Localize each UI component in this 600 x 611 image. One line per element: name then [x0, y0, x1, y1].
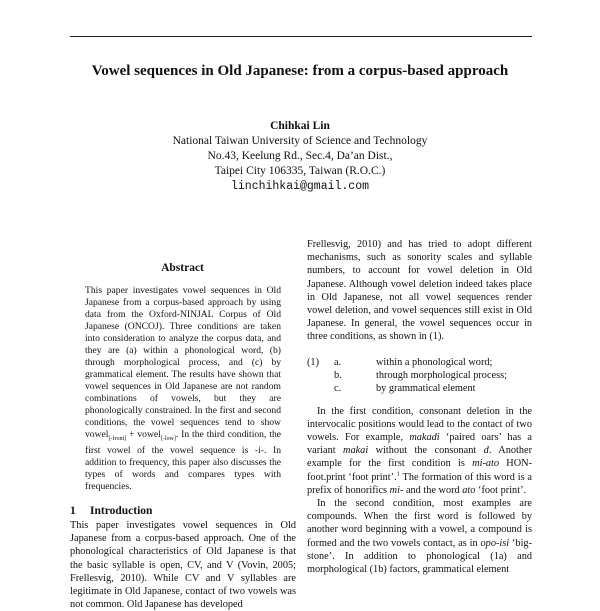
introduction-heading — [70, 505, 152, 517]
abstract-text-plus: + vowel — [126, 429, 161, 440]
italic-term: mi- — [389, 484, 404, 496]
example-text: through morphological process; — [376, 369, 507, 381]
example-text: by grammatical element — [376, 382, 476, 394]
paragraph-first-condition — [307, 405, 532, 497]
header-rule — [70, 36, 532, 37]
right-column — [307, 238, 532, 576]
italic-term: makai — [343, 445, 369, 457]
abstract-subscript-front: [-front] — [108, 435, 127, 442]
author-name: Chihkai Lin — [270, 120, 330, 132]
text-run: In the first condition, consonant deletion in the intervocalic positions would lead to the contact of two vowels. For example, — [307, 405, 532, 444]
paragraph-second-condition — [307, 497, 532, 576]
section-title: Introduction — [90, 505, 153, 517]
text-run: without the consonant — [368, 445, 484, 457]
abstract-heading: Abstract — [161, 262, 204, 274]
author-email: linchihkai@gmail.com — [230, 180, 370, 193]
author-address-line-2: Taipei City 106335, Taiwan (R.O.C.) — [214, 165, 386, 177]
italic-term: opo-isi — [480, 537, 510, 549]
paper-title: Vowel sequences in Old Japanese: from a corpus-based approach — [91, 63, 509, 79]
author-block — [0, 119, 600, 194]
text-run: HON-foot.print ‘foot print’. — [307, 458, 533, 483]
paragraph-continuation: Frellesvig, 2010) and has tried to adopt different mechanisms, such as sonority scales and syllable numbers, to account for vowel deletion in Old Japanese. Although vowel deletion indeed takes place in Old Japanese, not all vowel sequences render vowel deletion, and vowel sequences still exist in Old Japanese. In general, the vowel sequences occur in three conditions, as shown in (1). — [307, 239, 532, 343]
italic-term: ato — [462, 484, 476, 496]
italic-term: d — [483, 445, 489, 457]
text-run: and the word — [403, 484, 463, 496]
text-run: . Another example for the first condition is — [307, 445, 532, 470]
example-text: within a phonological word; — [376, 356, 493, 368]
example-letter: c. — [334, 382, 342, 394]
example-number: (1) — [307, 356, 320, 368]
text-run: The formation of this word is a prefix of honorifics — [307, 471, 532, 496]
section-number: 1 — [70, 505, 76, 517]
example-list — [307, 356, 532, 395]
abstract-body — [85, 285, 281, 493]
text-run: In the second condition, most examples are compounds. When the first word is followed by another word beginning with a vowel, a compound is formed and the two vowels contact, as in — [307, 498, 532, 549]
example-row — [307, 369, 532, 382]
text-run: ‘foot print’. — [475, 484, 527, 496]
introduction-text: This paper investigates vowel sequences in Old Japanese from a corpus-based approach. One of the phonological characteristics of Old Japanese is that the basic syllable is open, CV, and V (Vovin, 2005; Frellesvig, 2010). While CV and V syllables are legitimate in Old Japanese, contact of two vowels was not common. Old Japanese has developed — [70, 520, 296, 611]
author-address-line-1: No.43, Keelung Rd., Sec.4, Da’an Dist., — [207, 150, 393, 162]
footnote-marker[interactable]: 1 — [396, 470, 400, 478]
example-letter: a. — [334, 356, 342, 368]
italic-term: makadi — [409, 432, 440, 444]
example-letter: b. — [334, 369, 342, 381]
example-row — [307, 356, 532, 369]
text-run: ‘paired oars’ has a variant — [307, 432, 532, 457]
author-affiliation: National Taiwan University of Science and Technology — [172, 135, 428, 147]
abstract-text-b: . In the third condition, the first vowel of the vowel sequence is -i-. In addition to frequency, this paper also discusses the types of words and compares types with frequencies. — [85, 429, 281, 492]
abstract-subscript-low: [-low] — [160, 435, 176, 442]
abstract-text-a: This paper investigates vowel sequences in Old Japanese from a corpus-based approach by using data from the Oxford-NINJAL Corpus of Old Japanese (ONCOJ). Three conditions are taken into consideration to analyze the corpus data, and they are (a) within a phonological word, (b) through morphological process, and (c) by grammatical element. The results have shown that vowel sequences in Old Japanese are not random combinations of vowels, but they are phonologically constrained. In the first and second conditions, the vowel sequences tend to show vowel — [85, 285, 281, 440]
example-row — [307, 382, 532, 395]
italic-term: mi-ato — [472, 458, 500, 470]
text-run: ‘big-stone’. In addition to phonological (1a) and morphological (1b) factors, grammatical element — [307, 537, 533, 576]
